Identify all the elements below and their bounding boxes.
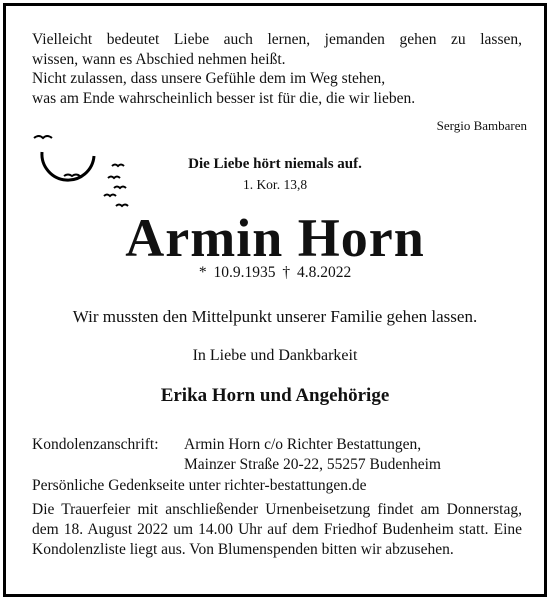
condolence-address-line1: Armin Horn c/o Richter Bestattungen, xyxy=(184,436,422,453)
poem-author: Sergio Bambaren xyxy=(436,118,527,133)
funeral-details: Die Trauerfeier mit anschließender Urnenbeisetzung findet am Donnerstag, dem 18. August 2022 um 14.00 Uhr auf dem Friedhof Budenheim statt. Eine Kondolenzliste liegt aus. Von Blumenspenden bitten wir abzusehen. xyxy=(32,501,522,558)
poem-line: wissen, wann es Abschied nehmen heißt. xyxy=(32,50,286,68)
condolence-address-line2: Mainzer Straße 20-22, 55257 Budenheim xyxy=(184,456,441,473)
poem-line: Vielleicht bedeutet Liebe auch lernen, jemanden gehen zu lassen, xyxy=(32,31,522,48)
life-dates: * 10.9.1935 † 4.8.2022 xyxy=(198,264,352,281)
poem-line: was am Ende wahrscheinlich besser ist für die, die wir lieben. xyxy=(32,89,416,107)
poem-line: Nicht zulassen, dass unsere Gefühle dem im Weg stehen, xyxy=(32,70,386,87)
family-signature: Erika Horn und Angehörige xyxy=(160,385,390,406)
bible-verse: 1. Kor. 13,8 xyxy=(242,177,308,192)
condolence-label: Kondolenzanschrift: xyxy=(32,436,159,453)
motto: Die Liebe hört niemals auf. xyxy=(188,156,362,172)
obituary-card xyxy=(3,3,547,597)
gratitude-line: In Liebe und Dankbarkeit xyxy=(192,347,358,364)
farewell-message: Wir mussten den Mittelpunkt unserer Familie gehen lassen. xyxy=(72,307,478,326)
memorial-page-link[interactable]: Persönliche Gedenkseite unter richter-bestattungen.de xyxy=(32,477,367,494)
poem xyxy=(32,30,522,108)
deceased-name: Armin Horn xyxy=(125,208,425,268)
